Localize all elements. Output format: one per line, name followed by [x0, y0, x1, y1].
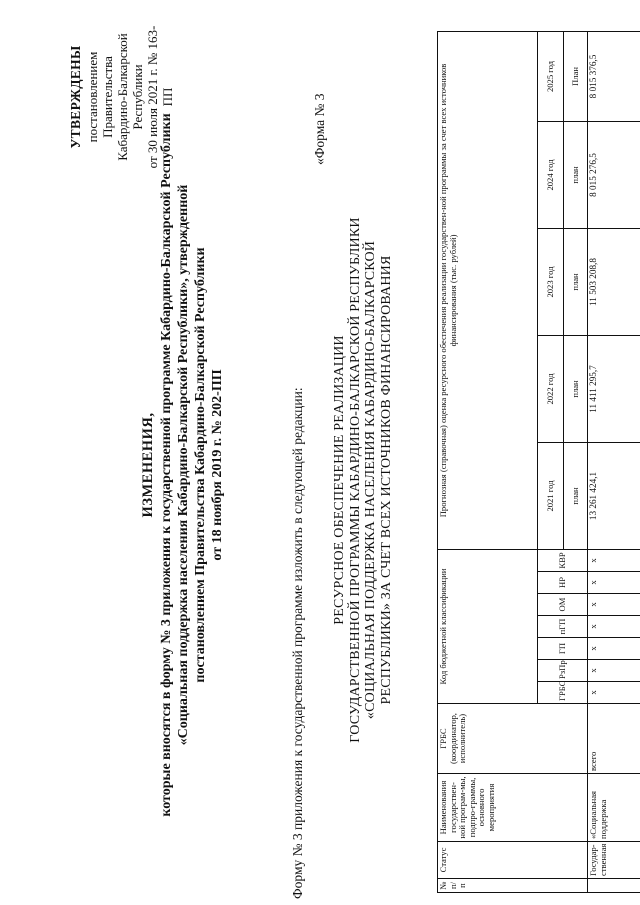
- table-row: [588, 31, 640, 892]
- approval-line: постановлением Правительства: [85, 51, 115, 143]
- row-name: «Социальная поддержка: [588, 774, 640, 842]
- plan-header: план: [564, 229, 588, 336]
- plan-header: план: [564, 443, 588, 550]
- code-col-header: КВР: [538, 550, 588, 572]
- section-title-line: РЕСПУБЛИКИ» ЗА СЧЕТ ВСЕХ ИСТОЧНИКОВ ФИНАНСИРОВАНИЯ: [378, 255, 394, 705]
- row-grbs: всего: [588, 704, 640, 774]
- row-value: 13 261 424,1: [588, 443, 640, 550]
- approval-title: УТВЕРЖДЕНЫ: [68, 45, 83, 149]
- header-forecast: Прогнозная (справочная) оценка ресурсного обеспечения реализации государствен-ной программы за счет всех источников финансирования (тыс. рублей): [438, 31, 538, 549]
- form-number: «Форма № 3: [312, 93, 327, 165]
- code-col-header: ОМ: [538, 594, 588, 616]
- section-title: [332, 205, 394, 755]
- plan-header: план: [564, 336, 588, 443]
- year-header: 2024 год: [538, 122, 564, 229]
- code-col-header: ГРБС: [538, 682, 588, 704]
- changes-heading: ИЗМЕНЕНИЯ,: [140, 412, 156, 518]
- plan-header: план: [564, 122, 588, 229]
- section-title-line: «СОЦИАЛЬНАЯ ПОДДЕРЖКА НАСЕЛЕНИЯ КАБАРДИНО-БАЛКАРСКОЙ: [363, 240, 378, 720]
- code-col-header: ГП: [538, 638, 588, 660]
- row-code: x: [588, 550, 640, 572]
- changes-line: «Социальная поддержка населения Кабардино-Балкарской Республики», утвержденной: [176, 184, 191, 746]
- year-header: 2023 год: [538, 229, 564, 336]
- section-title-line: РЕСУРСНОЕ ОБЕСПЕЧЕНИЕ РЕАЛИЗАЦИИ: [332, 335, 347, 625]
- changes-heading-block: [140, 105, 226, 825]
- row-value: 11 503 208,8: [588, 229, 640, 336]
- changes-line: постановлением Правительства Кабардино-Балкарской Республики: [193, 247, 208, 683]
- section-title-line: ГОСУДАРСТВЕННОЙ ПРОГРАММЫ КАБАРДИНО-БАЛКАРСКОЙ РЕСПУБЛИКИ: [347, 217, 363, 743]
- header-name: Наименования государствен-ной програм-мы, подпро-граммы, основного мероприятия: [438, 774, 588, 842]
- row-status: Государ-ственная: [588, 842, 640, 879]
- code-col-header: РзПр: [538, 660, 588, 682]
- row-code: x: [588, 572, 640, 594]
- year-header: 2022 год: [538, 336, 564, 443]
- header-grbs: ГРБС (координатор, исполнитель): [438, 704, 588, 774]
- row-code: x: [588, 616, 640, 638]
- row-value: 11 411 295,7: [588, 336, 640, 443]
- approval-line: от 30 июля 2021 г. № 163-ПП: [145, 25, 175, 169]
- plan-header: План: [564, 31, 588, 121]
- year-header: 2021 год: [538, 443, 564, 550]
- row-code: x: [588, 638, 640, 660]
- header-number: № п/п: [438, 879, 588, 893]
- header-code: Код бюджетной классификации: [438, 550, 538, 704]
- changes-line: от 18 ноября 2019 г. № 202-ПП: [210, 369, 225, 561]
- instruction-text: Форму № 3 приложения к государственной программе изложить в следующей редакции:: [290, 387, 305, 899]
- approval-line: Кабардино-Балкарской Республики: [115, 33, 145, 161]
- row-value: 8 015 376,5: [588, 31, 640, 121]
- header-status: Статус: [438, 842, 588, 879]
- code-col-header: пГП: [538, 616, 588, 638]
- row-code: x: [588, 594, 640, 616]
- row-number: [588, 879, 640, 893]
- row-code: x: [588, 682, 640, 704]
- code-col-header: НР: [538, 572, 588, 594]
- row-code: x: [588, 660, 640, 682]
- year-header: 2025 год: [538, 31, 564, 121]
- row-value: 8 015 276,5: [588, 122, 640, 229]
- changes-line: которые вносятся в форму № 3 приложения к государственной программе Кабардино-Балкарской Республики: [159, 113, 174, 817]
- resource-table: [437, 31, 640, 893]
